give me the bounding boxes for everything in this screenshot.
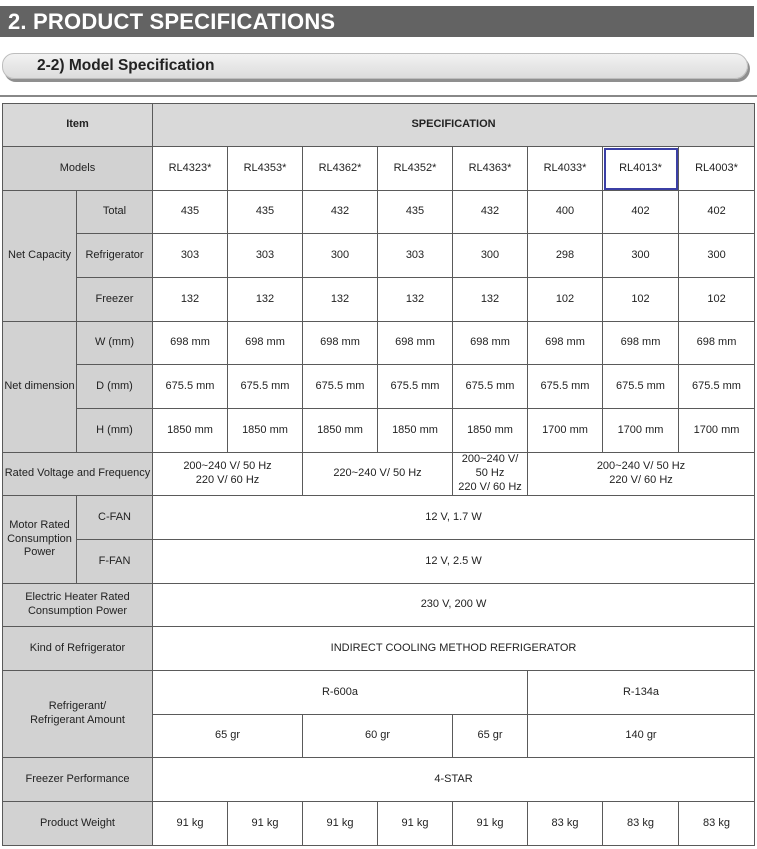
specification-header: SPECIFICATION <box>153 104 755 147</box>
table-cell: 132 <box>378 278 453 322</box>
model-cell: RL4323* <box>153 147 228 191</box>
capacity-freezer-row <box>3 278 755 322</box>
table-cell: 91 kg <box>303 802 378 846</box>
table-cell: 1700 mm <box>679 409 755 453</box>
model-cell: RL4363* <box>453 147 528 191</box>
header-row <box>3 104 755 147</box>
table-cell: 675.5 mm <box>153 365 228 409</box>
heater-label <box>3 584 153 627</box>
refrigerant-amount: 65 gr <box>153 715 303 758</box>
table-cell: 432 <box>303 191 378 234</box>
spec-table <box>2 103 755 846</box>
w-label: W (mm) <box>77 322 153 365</box>
voltage-line: 200~240 V/ <box>461 453 519 466</box>
models-row <box>3 147 755 191</box>
voltage-line: 220 V/ 60 Hz <box>458 480 522 493</box>
table-cell: 91 kg <box>453 802 528 846</box>
voltage-line: 50 Hz <box>475 467 505 480</box>
table-cell: 1850 mm <box>453 409 528 453</box>
d-label: D (mm) <box>77 365 153 409</box>
refrigerant-label-line: Refrigerant Amount <box>30 714 125 726</box>
voltage-group-1 <box>153 453 303 496</box>
table-cell: 102 <box>528 278 603 322</box>
table-cell: 698 mm <box>303 322 378 365</box>
table-cell: 402 <box>603 191 679 234</box>
capacity-total-row <box>3 191 755 234</box>
h-label: H (mm) <box>77 409 153 453</box>
kind-label: Kind of Refrigerator <box>3 627 153 671</box>
table-cell: 298 <box>528 234 603 278</box>
subsection-header <box>2 53 754 83</box>
refrigerant-type-b: R-134a <box>528 671 755 715</box>
subsection-pill <box>2 53 748 79</box>
table-cell: 675.5 mm <box>528 365 603 409</box>
table-cell: 698 mm <box>603 322 679 365</box>
table-cell: 303 <box>228 234 303 278</box>
table-cell: 698 mm <box>378 322 453 365</box>
cfan-label: C-FAN <box>77 496 153 540</box>
table-cell: 698 mm <box>453 322 528 365</box>
table-cell: 300 <box>679 234 755 278</box>
motor-label-line: Consumption <box>7 532 72 545</box>
table-cell: 435 <box>228 191 303 234</box>
motor-label-line: Motor Rated <box>9 518 70 531</box>
heater-value: 230 V, 200 W <box>153 584 755 627</box>
motor-label-line: Power <box>23 546 56 559</box>
motor-ffan-row <box>3 540 755 584</box>
dimension-w-row <box>3 322 755 365</box>
voltage-group-2: 220~240 V/ 50 Hz <box>303 453 453 496</box>
refrigerator-label: Refrigerator <box>77 234 153 278</box>
freezer-performance-value: 4-STAR <box>153 758 755 802</box>
table-cell: 1700 mm <box>528 409 603 453</box>
model-cell: RL4352* <box>378 147 453 191</box>
model-cell: RL4362* <box>303 147 378 191</box>
table-cell: 83 kg <box>603 802 679 846</box>
voltage-line: 200~240 V/ 50 Hz <box>183 460 272 473</box>
table-cell: 300 <box>603 234 679 278</box>
rated-voltage-row <box>3 453 755 496</box>
table-cell: 675.5 mm <box>228 365 303 409</box>
item-header: Item <box>3 104 153 147</box>
table-cell: 675.5 mm <box>453 365 528 409</box>
model-cell: RL4353* <box>228 147 303 191</box>
section-title-bar <box>0 6 754 37</box>
freezer-performance-row <box>3 758 755 802</box>
table-cell: 303 <box>378 234 453 278</box>
subsection-title: 2-2) Model Specification <box>37 57 215 74</box>
table-cell: 132 <box>228 278 303 322</box>
voltage-group-3 <box>453 453 528 496</box>
freezer-label: Freezer <box>77 278 153 322</box>
table-cell: 300 <box>303 234 378 278</box>
ffan-value: 12 V, 2.5 W <box>153 540 755 584</box>
table-cell: 675.5 mm <box>378 365 453 409</box>
table-cell: 432 <box>453 191 528 234</box>
table-cell: 698 mm <box>228 322 303 365</box>
divider-rule <box>0 95 757 97</box>
table-cell: 400 <box>528 191 603 234</box>
net-dimension-label: Net dimension <box>3 322 77 453</box>
table-cell: 1850 mm <box>228 409 303 453</box>
kind-value: INDIRECT COOLING METHOD REFRIGERATOR <box>153 627 755 671</box>
refrigerant-amount: 140 gr <box>528 715 755 758</box>
table-cell: 1700 mm <box>603 409 679 453</box>
section-title: 2. PRODUCT SPECIFICATIONS <box>8 9 336 34</box>
table-cell: 83 kg <box>528 802 603 846</box>
table-cell: 83 kg <box>679 802 755 846</box>
rated-voltage-label: Rated Voltage and Frequency <box>3 453 153 496</box>
table-cell: 1850 mm <box>153 409 228 453</box>
table-cell: 675.5 mm <box>603 365 679 409</box>
motor-rated-label <box>3 496 77 584</box>
table-cell: 675.5 mm <box>303 365 378 409</box>
table-cell: 698 mm <box>679 322 755 365</box>
table-cell: 435 <box>153 191 228 234</box>
refrigerant-label <box>3 671 153 758</box>
table-cell: 1850 mm <box>378 409 453 453</box>
table-cell: 132 <box>153 278 228 322</box>
table-cell: 91 kg <box>228 802 303 846</box>
ffan-label: F-FAN <box>77 540 153 584</box>
weight-label: Product Weight <box>3 802 153 846</box>
table-cell: 698 mm <box>153 322 228 365</box>
table-cell: 102 <box>603 278 679 322</box>
capacity-refrigerator-row <box>3 234 755 278</box>
table-cell: 303 <box>153 234 228 278</box>
model-cell-highlighted: RL4013* <box>603 147 679 191</box>
models-label: Models <box>3 147 153 191</box>
refrigerant-amount: 65 gr <box>453 715 528 758</box>
model-cell: RL4003* <box>679 147 755 191</box>
table-cell: 435 <box>378 191 453 234</box>
heater-row <box>3 584 755 627</box>
cfan-value: 12 V, 1.7 W <box>153 496 755 540</box>
voltage-line: 220 V/ 60 Hz <box>195 474 260 486</box>
table-cell: 300 <box>453 234 528 278</box>
table-cell: 132 <box>303 278 378 322</box>
heater-label-line: Electric Heater Rated <box>25 591 130 604</box>
total-label: Total <box>77 191 153 234</box>
table-cell: 675.5 mm <box>679 365 755 409</box>
table-cell: 91 kg <box>153 802 228 846</box>
freezer-performance-label: Freezer Performance <box>3 758 153 802</box>
net-capacity-label: Net Capacity <box>3 191 77 322</box>
table-cell: 402 <box>679 191 755 234</box>
refrigerant-amount: 60 gr <box>303 715 453 758</box>
heater-label-line: Consumption Power <box>27 605 128 617</box>
table-cell: 102 <box>679 278 755 322</box>
table-cell: 91 kg <box>378 802 453 846</box>
motor-cfan-row <box>3 496 755 540</box>
kind-row <box>3 627 755 671</box>
voltage-line: 200~240 V/ 50 Hz <box>596 460 686 473</box>
voltage-group-4 <box>528 453 755 496</box>
dimension-h-row <box>3 409 755 453</box>
refrigerant-type-a: R-600a <box>153 671 528 715</box>
voltage-line: 220 V/ 60 Hz <box>609 474 673 486</box>
refrigerant-label-line: Refrigerant/ <box>48 700 107 713</box>
table-cell: 132 <box>453 278 528 322</box>
dimension-d-row <box>3 365 755 409</box>
model-cell: RL4033* <box>528 147 603 191</box>
refrigerant-type-row <box>3 671 755 715</box>
table-cell: 1850 mm <box>303 409 378 453</box>
table-cell: 698 mm <box>528 322 603 365</box>
weight-row <box>3 802 755 846</box>
